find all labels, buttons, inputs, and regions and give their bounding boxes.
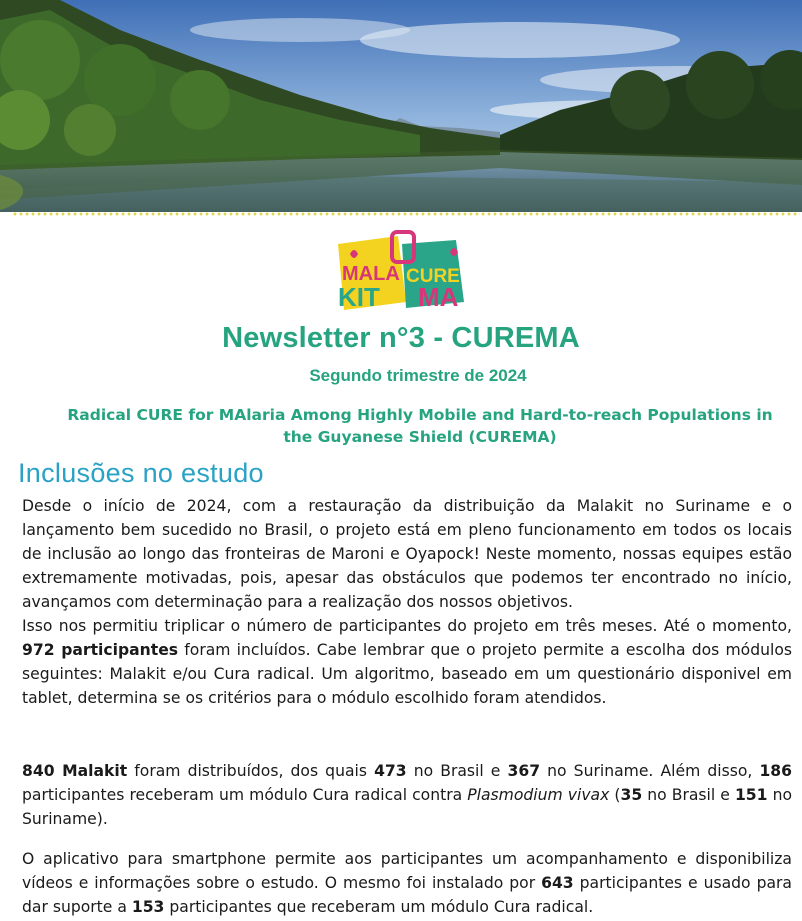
logo-text-kit: KIT <box>338 282 380 312</box>
p4-support-count: 153 <box>131 898 165 916</box>
p4-text-e: participantes que receberam um módulo Cura radical. <box>164 898 594 916</box>
newsletter-title: Newsletter n°3 - CUREMA <box>222 322 580 354</box>
p3-text-h: participantes receberam um módulo Cura radical contra <box>22 786 468 804</box>
p3-malakit-count: 840 Malakit <box>22 762 128 780</box>
p3-text-j: ( <box>609 786 621 804</box>
project-name-line-2: the Guyanese Shield (CUREMA) <box>283 428 557 446</box>
logo-text-cure: CURE <box>406 266 460 287</box>
logo-graphic <box>332 230 466 320</box>
project-full-name <box>62 404 778 448</box>
p3-text-n: no Suriname). <box>22 786 792 828</box>
logo-text-mala: MALA <box>342 263 400 285</box>
p2-participant-count: 972 participantes <box>22 641 179 659</box>
hero-river-photo <box>0 0 802 212</box>
p4-text-a: O aplicativo para smartphone permite aos participantes um acompanhamento e disponibiliza vídeos e informações sobre o estudo. O mesmo foi instalado por <box>22 850 792 892</box>
paragraph-distribution <box>22 759 792 831</box>
paragraph-participants <box>22 614 792 710</box>
p3-text-l: no Brasil e <box>642 786 735 804</box>
section-heading: Inclusões no estudo <box>18 458 264 488</box>
newsletter-subtitle: Segundo trimestre de 2024 <box>309 366 527 385</box>
p4-install-count: 643 <box>541 874 574 892</box>
p3-cure-brasil-count: 35 <box>620 786 643 804</box>
dotted-divider <box>12 212 800 216</box>
p3-brasil-count: 473 <box>374 762 407 780</box>
river-landscape-image <box>0 0 802 212</box>
p2-text-a: Isso nos permitiu triplicar o número de participantes do projeto em três meses. Até o momento, <box>22 617 792 635</box>
paragraph-intro: Desde o início de 2024, com a restauração da distribuição da Malakit no Suriname e o lançamento bem sucedido no Brasil, o projeto está em pleno funcionamento em todos os locais de inclusão ao longo das fronteiras de Maroni e Oyapock! Neste momento, nossas equipes estão extremamente motivadas, pois, apesar das obstáculos que podemos ter encontrado no início, avançamos com determinação para a realização dos nossos objetivos. <box>22 497 792 611</box>
p4-text-c: participantes e usado para dar suporte a <box>22 874 792 916</box>
paragraph-app <box>22 847 792 919</box>
p3-species: Plasmodium vivax <box>467 786 610 804</box>
logo-text-ma: MA <box>418 282 459 312</box>
malakit-curema-logo <box>332 230 466 320</box>
p2-text-c: foram incluídos. Cabe lembrar que o projeto permite a escolha dos módulos seguintes: Malakit e/ou Cura radical. Um algoritmo, baseado em um questionário disponivel em tablet, determina se os critérios para o módulo escolhido foram atendidos. <box>22 641 793 707</box>
p3-text-d: no Brasil e <box>406 762 508 780</box>
p3-suriname-count: 367 <box>507 762 541 780</box>
p3-text-b: foram distribuídos, dos quais <box>127 762 375 780</box>
p3-cure-suriname-count: 151 <box>734 786 768 804</box>
p3-radical-cure-count: 186 <box>759 762 792 780</box>
p3-text-f: no Suriname. Além disso, <box>540 762 760 780</box>
project-name-line-1: Radical CURE for MAlaria Among Highly Mobile and Hard-to-reach Populations in <box>67 406 773 424</box>
